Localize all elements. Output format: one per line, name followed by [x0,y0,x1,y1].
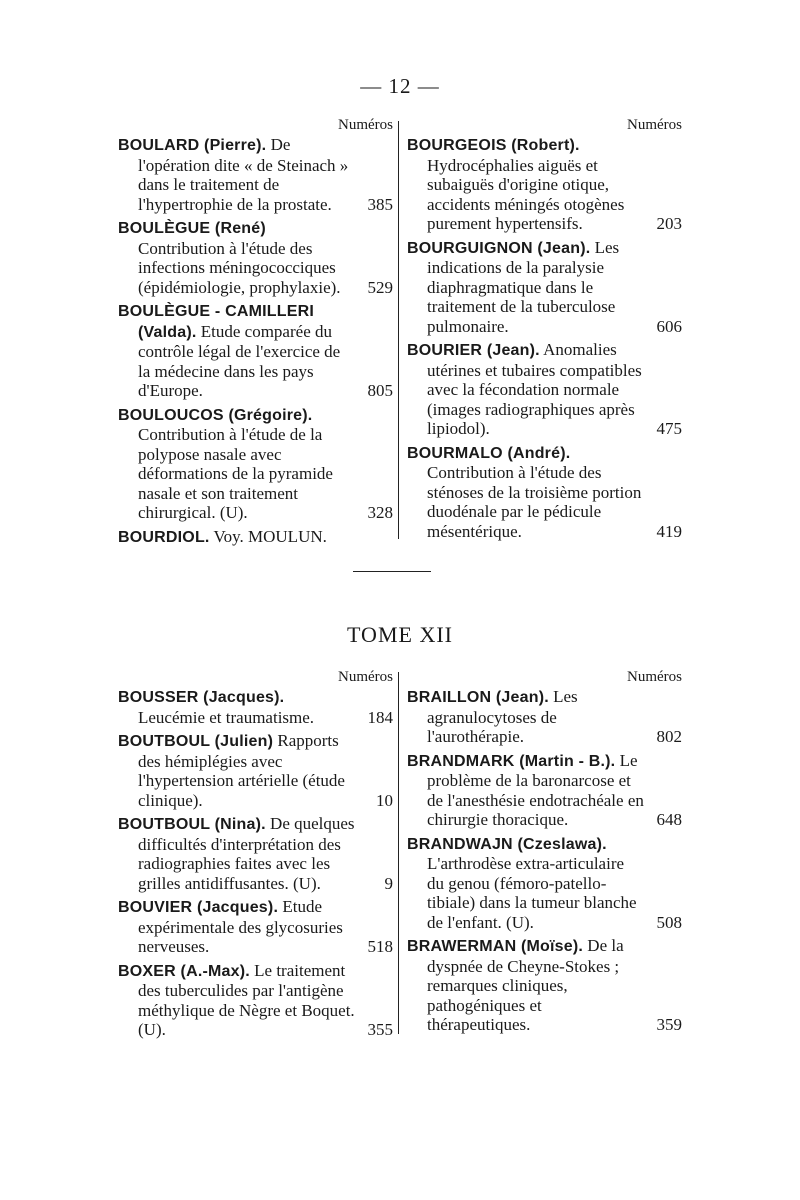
thesis-title: Leucémie et traumatisme. [138,707,315,727]
index-entry [118,135,393,214]
thesis-title: Voy. MOULUN. [213,526,327,546]
section-title: TOME XII [347,622,453,647]
author-name: BOUVIER (Jacques). [118,899,279,916]
author-name: BOURGUIGNON (Jean). [407,239,591,257]
author-name: BOUTBOUL (Nina). [118,816,266,833]
index-entry [118,527,393,548]
author-name: BOURDIOL. [118,528,210,546]
thesis-title: De l'opération dite « de Steinach » dans le traitement de l'hypertrophie de la prostate. [138,135,349,214]
entry-body [118,687,393,727]
entry-number: 518 [367,937,393,956]
index-entry [118,961,393,1040]
thesis-title: Les indications de la paralysie diaphragmatique dans le traitement de la tuberculose pulmonaire. [427,237,620,336]
author-name: BRAILLON (Jean). [407,689,549,706]
author-name: BOULÈGUE - CAMILLERI (Valda). [118,303,314,341]
entry-body [118,405,393,523]
entry-number: 184 [367,707,393,727]
index-entry [118,218,393,297]
entry-body [407,936,682,1035]
author-name: BRANDWAJN (Czeslawa). [407,835,607,853]
thesis-title: Contribution à l'étude des infections méningococciques (épidémiologie, prophylaxie). [138,238,341,297]
entry-number: 805 [367,381,393,400]
index-entry [118,301,393,401]
column-divider [398,672,399,1034]
entry-number: 475 [656,419,682,438]
bottom-left-column [118,669,393,1044]
entry-body [407,340,682,439]
top-right-column [407,117,682,545]
section-separator [353,571,431,572]
entry-number: 508 [656,912,682,932]
page-number: — 12 — [360,74,440,98]
entry-number: 529 [367,277,393,297]
index-entry [407,443,682,542]
entry-list [118,687,393,1040]
author-name: BOUTBOUL (Julien) [118,733,274,750]
thesis-title: Les agranulocytoses de l'aurothérapie. [427,687,578,746]
author-name: BOULOUCOS (Grégoire). [118,406,313,424]
index-entry [407,936,682,1035]
entry-number: 419 [656,521,682,541]
index-entry [407,751,682,830]
numeros-header: Numéros [338,117,393,133]
index-entry [407,687,682,747]
author-name: BRAWERMAN (Moïse). [407,938,584,955]
thesis-title: Le traitement des tuberculides par l'antigène méthylique de Nègre et Boquet. (U). [138,960,355,1039]
index-entry [407,340,682,439]
entry-body [118,731,393,810]
entry-body [118,814,393,893]
entry-body [407,687,682,747]
bottom-right-column [407,669,682,1039]
author-name: BOURMALO (André). [407,444,571,462]
thesis-title: Anomalies utérines et tubaires compatibles avec la fécondation normale (images radiographiques après lipiodol). [427,340,642,438]
entry-body [407,135,682,234]
thesis-title: Etude expérimentale des glycosuries nerveuses. [138,897,343,956]
index-entry [118,814,393,893]
thesis-title: De la dyspnée de Cheyne-Stokes ; remarques cliniques, pathogéniques et thérapeutiques. [427,936,624,1034]
thesis-title: Etude comparée du contrôle légal de l'exercice de la médecine dans les pays d'Europe. [138,321,341,400]
author-name: BRANDMARK (Martin - B.). [407,752,616,770]
entry-body [407,238,682,337]
entry-number: 9 [384,873,393,893]
entry-body [118,961,393,1040]
thesis-title: Contribution à l'étude des sténoses de la troisième portion duodénale par le pédicule mésentérique. [427,463,642,541]
thesis-title: Rapports des hémiplégies avec l'hypertension artérielle (étude clinique). [138,731,345,810]
thesis-title: Contribution à l'étude de la polypose nasale avec déformations de la pyramide nasale et son traitement chirurgical. (U). [138,425,333,522]
index-entry [407,834,682,933]
entry-number: 328 [367,503,393,522]
entry-body [118,527,393,548]
entry-body [407,751,682,830]
numeros-header: Numéros [627,117,682,133]
author-name: BOULÈGUE (René) [118,220,266,237]
index-entry [118,405,393,523]
author-name: BOXER (A.-Max). [118,962,250,980]
entry-body [407,834,682,933]
entry-body [407,443,682,542]
numeros-header: Numéros [338,669,393,685]
entry-list [407,135,682,541]
entry-number: 10 [376,790,393,810]
entry-body [118,301,393,401]
entry-number: 802 [656,727,682,746]
thesis-title: De quelques difficultés d'interprétation des radiographies faites avec les grilles antidiffusantes. (U). [138,814,355,893]
entry-body [118,218,393,297]
entry-body [118,897,393,957]
author-name: BOUSSER (Jacques). [118,689,285,706]
column-divider [398,121,399,539]
entry-number: 203 [656,214,682,233]
index-entry [407,135,682,234]
entry-number: 385 [367,194,393,214]
thesis-title: Hydrocéphalies aiguës et subaiguës d'origine otique, accidents méningés otogènes purement hypertensifs. [427,155,625,233]
thesis-title: Le problème de la baronarcose et de l'anesthésie endotrachéale en chirurgie thoracique. [427,750,644,829]
thesis-title: L'arthrodèse extra-articulaire du genou (fémoro-patello-tibiale) dans la tumeur blanche de l'enfant. (U). [427,854,637,932]
entry-list [407,687,682,1035]
entry-number: 606 [656,316,682,336]
entry-number: 359 [656,1015,682,1034]
entry-body [118,135,393,214]
author-name: BOURIER (Jean). [407,342,540,359]
author-name: BOURGEOIS (Robert). [407,137,580,154]
index-entry [118,687,393,727]
entry-list [118,135,393,547]
author-name: BOULARD (Pierre). [118,137,267,154]
index-entry [118,731,393,810]
entry-number: 355 [367,1020,393,1039]
index-entry [118,897,393,957]
top-left-column [118,117,393,551]
index-entry [407,238,682,337]
numeros-header: Numéros [627,669,682,685]
entry-number: 648 [656,810,682,829]
